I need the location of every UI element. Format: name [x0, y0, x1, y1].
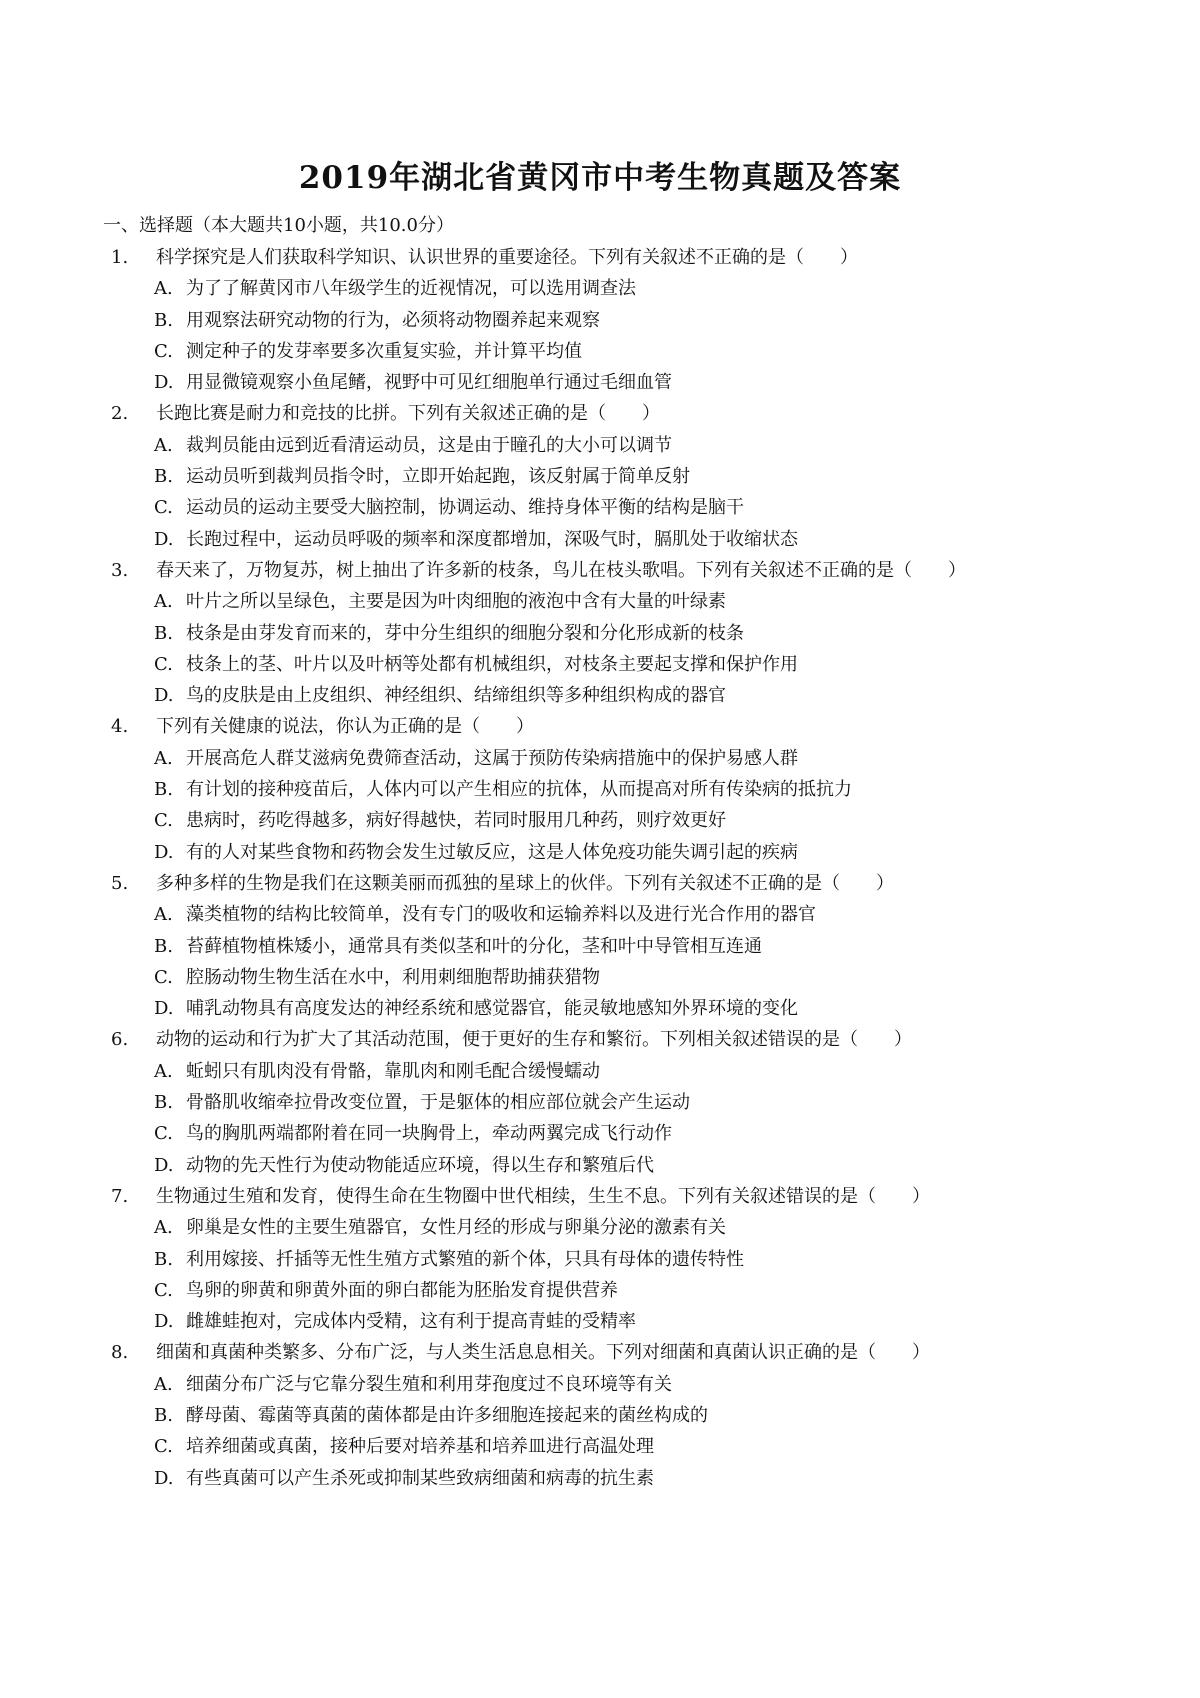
question-number: 1.	[111, 247, 129, 268]
question-stem	[103, 242, 1113, 273]
option-text: 叶片之所以呈绿色，主要是因为叶肉细胞的液泡中含有大量的叶绿素	[186, 591, 726, 613]
option-text: 细菌分布广泛与它靠分裂生殖和利用芽孢度过不良环境等有关	[186, 1373, 672, 1395]
question-text: 长跑比赛是耐力和竞技的比拼。下列有关叙述正确的是（ ）	[156, 403, 660, 425]
option-text: 长跑过程中，运动员呼吸的频率和深度都增加，深吸气时，膈肌处于收缩状态	[186, 528, 798, 550]
answer-option	[103, 1150, 1113, 1181]
answer-option	[103, 649, 1113, 680]
option-text: 为了了解黄冈市八年级学生的近视情况，可以选用调查法	[186, 278, 636, 300]
answer-option	[103, 273, 1113, 304]
answer-option	[103, 805, 1113, 836]
option-letter: D.	[154, 528, 174, 550]
answer-option	[103, 492, 1113, 523]
option-letter: C.	[154, 340, 173, 362]
option-text: 患病时，药吃得越多，病好得越快，若同时服用几种药，则疗效更好	[186, 810, 726, 832]
option-letter: D.	[154, 372, 174, 394]
answer-option	[103, 367, 1113, 398]
option-letter: B.	[154, 779, 173, 801]
option-text: 培养细菌或真菌，接种后要对培养基和培养皿进行高温处理	[186, 1436, 654, 1458]
option-letter: B.	[154, 622, 173, 644]
option-text: 卵巢是女性的主要生殖器官，女性月经的形成与卵巢分泌的激素有关	[186, 1217, 726, 1239]
question-text: 动物的运动和行为扩大了其活动范围，便于更好的生存和繁衍。下列相关叙述错误的是（ ）	[156, 1029, 912, 1051]
option-text: 测定种子的发芽率要多次重复实验，并计算平均值	[186, 340, 582, 362]
option-letter: B.	[154, 935, 173, 957]
answer-option	[103, 1118, 1113, 1149]
option-letter: C.	[154, 1123, 173, 1145]
question-stem	[103, 1181, 1113, 1212]
answer-option	[103, 430, 1113, 461]
question-stem	[103, 1024, 1113, 1055]
option-text: 苔藓植物植株矮小，通常具有类似茎和叶的分化，茎和叶中导管相互连通	[186, 935, 762, 957]
answer-option	[103, 931, 1113, 962]
answer-option	[103, 743, 1113, 774]
answer-option	[103, 586, 1113, 617]
answer-option	[103, 1087, 1113, 1118]
option-text: 用观察法研究动物的行为，必须将动物圈养起来观察	[186, 309, 600, 331]
option-text: 用显微镜观察小鱼尾鳍，视野中可见红细胞单行通过毛细血管	[186, 372, 672, 394]
option-letter: A.	[154, 1060, 173, 1082]
option-letter: A.	[154, 747, 173, 769]
answer-option	[103, 899, 1113, 930]
answer-option	[103, 336, 1113, 367]
option-text: 运动员的运动主要受大脑控制，协调运动、维持身体平衡的结构是脑干	[186, 497, 744, 519]
question-number: 8.	[111, 1342, 129, 1364]
answer-option	[103, 1400, 1113, 1431]
question-text: 科学探究是人们获取科学知识、认识世界的重要途径。下列有关叙述不正确的是（ ）	[156, 247, 858, 268]
question-list	[103, 242, 1113, 1494]
option-text: 蚯蚓只有肌肉没有骨骼，靠肌肉和刚毛配合缓慢蠕动	[186, 1060, 600, 1082]
answer-option	[103, 680, 1113, 711]
question-number: 4.	[111, 716, 129, 738]
option-text: 有计划的接种疫苗后，人体内可以产生相应的抗体，从而提高对所有传染病的抵抗力	[186, 779, 852, 801]
option-letter: B.	[154, 466, 173, 488]
option-letter: D.	[154, 1154, 174, 1176]
question-text: 生物通过生殖和发育，使得生命在生物圈中世代相续，生生不息。下列有关叙述错误的是（ ）	[156, 1185, 930, 1207]
option-text: 鸟卵的卵黄和卵黄外面的卵白都能为胚胎发育提供营养	[186, 1279, 618, 1301]
option-text: 哺乳动物具有高度发达的神经系统和感觉器官，能灵敏地感知外界环境的变化	[186, 998, 798, 1020]
question-text: 春天来了，万物复苏，树上抽出了许多新的枝条，鸟儿在枝头歌唱。下列有关叙述不正确的是（ ）	[156, 559, 966, 581]
option-text: 骨骼肌收缩牵拉骨改变位置，于是躯体的相应部位就会产生运动	[186, 1092, 690, 1114]
option-text: 动物的先天性行为使动物能适应环境，得以生存和繁殖后代	[186, 1154, 654, 1176]
answer-option	[103, 837, 1113, 868]
answer-option	[103, 1212, 1113, 1243]
answer-option	[103, 1463, 1113, 1494]
question-number: 5.	[111, 872, 129, 894]
option-letter: D.	[154, 1467, 174, 1489]
question-stem	[103, 555, 1113, 586]
option-text: 藻类植物的结构比较简单，没有专门的吸收和运输养料以及进行光合作用的器官	[186, 904, 816, 926]
option-letter: B.	[154, 1248, 173, 1270]
answer-option	[103, 1275, 1113, 1306]
answer-option	[103, 524, 1113, 555]
option-text: 鸟的胸肌两端都附着在同一块胸骨上，牵动两翼完成飞行动作	[186, 1123, 672, 1145]
answer-option	[103, 461, 1113, 492]
option-text: 鸟的皮肤是由上皮组织、神经组织、结缔组织等多种组织构成的器官	[186, 685, 726, 707]
answer-option	[103, 305, 1113, 336]
option-letter: D.	[154, 685, 174, 707]
option-letter: D.	[154, 1311, 174, 1333]
option-letter: A.	[154, 1217, 173, 1239]
answer-option	[103, 774, 1113, 805]
option-letter: A.	[154, 434, 173, 456]
question-text: 多种多样的生物是我们在这颗美丽而孤独的星球上的伙伴。下列有关叙述不正确的是（ ）	[156, 872, 894, 894]
option-text: 枝条是由芽发育而来的，芽中分生组织的细胞分裂和分化形成新的枝条	[186, 622, 744, 644]
option-letter: C.	[154, 966, 173, 988]
page-title: 2019年湖北省黄冈市中考生物真题及答案	[298, 160, 902, 196]
question-text: 细菌和真菌种类繁多、分布广泛，与人类生活息息相关。下列对细菌和真菌认识正确的是（ ）	[156, 1342, 930, 1364]
option-letter: C.	[154, 1436, 173, 1458]
option-text: 利用嫁接、扦插等无性生殖方式繁殖的新个体，只具有母体的遗传特性	[186, 1248, 744, 1270]
question-text: 下列有关健康的说法，你认为正确的是（ ）	[156, 716, 534, 738]
question-number: 7.	[111, 1185, 129, 1207]
answer-option	[103, 618, 1113, 649]
answer-option	[103, 1431, 1113, 1462]
section-heading: 一、选择题（本大题共10小题，共10.0分）	[103, 215, 454, 236]
option-text: 酵母菌、霉菌等真菌的菌体都是由许多细胞连接起来的菌丝构成的	[186, 1404, 708, 1426]
answer-option	[103, 1369, 1113, 1400]
option-letter: B.	[154, 309, 173, 331]
answer-option	[103, 1306, 1113, 1337]
option-text: 运动员听到裁判员指令时，立即开始起跑，该反射属于简单反射	[186, 466, 690, 488]
question-number: 6.	[111, 1029, 129, 1051]
answer-option	[103, 1244, 1113, 1275]
option-text: 有些真菌可以产生杀死或抑制某些致病细菌和病毒的抗生素	[186, 1467, 654, 1489]
answer-option	[103, 962, 1113, 993]
answer-option	[103, 993, 1113, 1024]
question-number: 2.	[111, 403, 129, 425]
option-letter: A.	[154, 591, 173, 613]
option-letter: A.	[154, 1373, 173, 1395]
question-stem	[103, 711, 1113, 742]
question-stem	[103, 398, 1113, 429]
option-text: 开展高危人群艾滋病免费筛查活动，这属于预防传染病措施中的保护易感人群	[186, 747, 798, 769]
option-letter: C.	[154, 1279, 173, 1301]
option-letter: C.	[154, 653, 173, 675]
option-letter: C.	[154, 497, 173, 519]
option-letter: A.	[154, 904, 173, 926]
option-text: 裁判员能由远到近看清运动员，这是由于瞳孔的大小可以调节	[186, 434, 672, 456]
option-letter: C.	[154, 810, 173, 832]
option-letter: D.	[154, 998, 174, 1020]
option-letter: A.	[154, 278, 173, 300]
option-letter: D.	[154, 841, 174, 863]
question-number: 3.	[111, 559, 129, 581]
option-text: 雌雄蛙抱对，完成体内受精，这有利于提高青蛙的受精率	[186, 1311, 636, 1333]
answer-option	[103, 1056, 1113, 1087]
option-text: 有的人对某些食物和药物会发生过敏反应，这是人体免疫功能失调引起的疾病	[186, 841, 798, 863]
option-text: 腔肠动物生物生活在水中，利用刺细胞帮助捕获猎物	[186, 966, 600, 988]
question-stem	[103, 868, 1113, 899]
option-letter: B.	[154, 1404, 173, 1426]
option-text: 枝条上的茎、叶片以及叶柄等处都有机械组织，对枝条主要起支撑和保护作用	[186, 653, 798, 675]
option-letter: B.	[154, 1092, 173, 1114]
question-stem	[103, 1337, 1113, 1368]
